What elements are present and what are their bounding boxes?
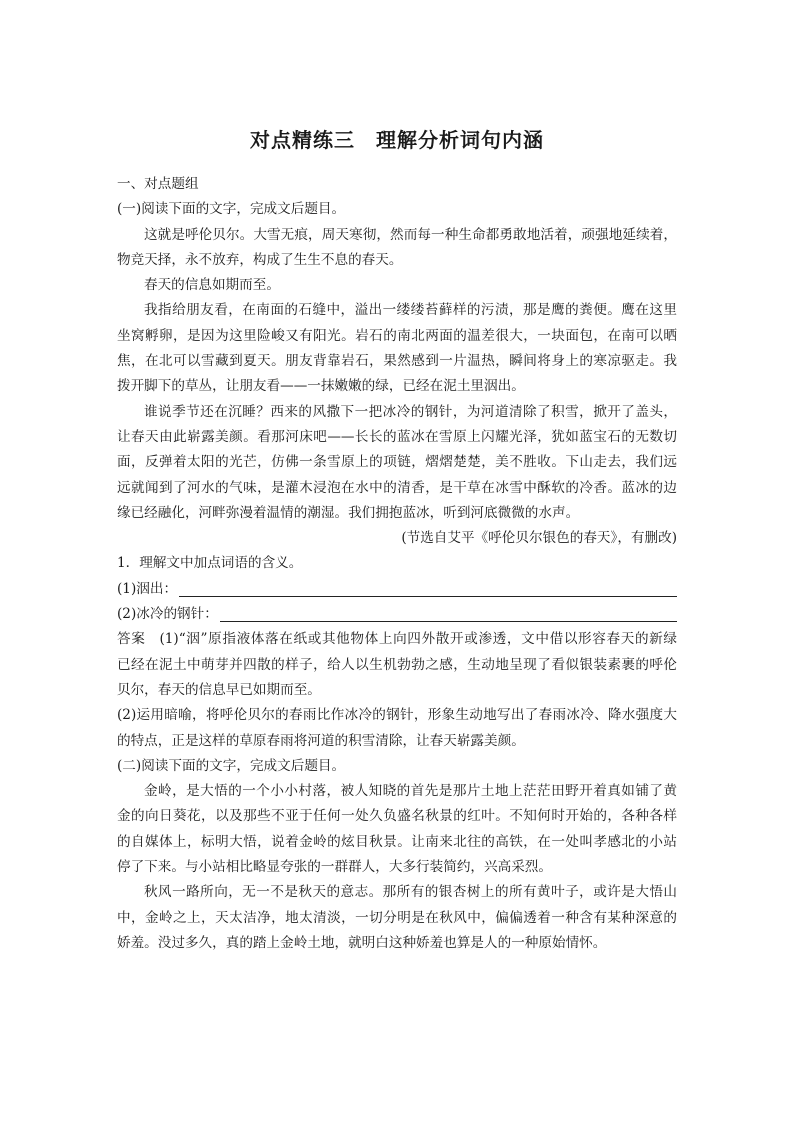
page-title: 对点精练三 理解分析词句内涵 [250, 128, 544, 152]
passage-1-line: 坐窝孵卵，是因为这里险峻又有阳光。岩石的南北两面的温差很大，一块面包，在南可以晒 [117, 327, 677, 344]
passage-1-line: 焦，在北可以雪藏到夏天。朋友背靠岩石，果然感到一片温热，瞬间将身上的寒凉驱走。我 [117, 353, 677, 370]
answer-line: 已经在泥土中萌芽并四散的样子，给人以生机勃勃之感，生动地呈现了看似银装素裹的呼伦 [117, 656, 677, 673]
passage-2-line: 中，金岭之上，天太洁净，地太清淡，一切分明是在秋风中，偏偏透着一种含有某种深意的 [117, 909, 677, 926]
question-1-item-2-label: (2)冰冷的钢针： [117, 606, 218, 623]
passage-2-line: 娇羞。没过多久，真的踏上金岭土地，就明白这种娇羞也算是人的一种原始情怀。 [117, 934, 607, 951]
passage-2-line: 停了下来。与小站相比略显夸张的一群群人，大多行装简约，兴高采烈。 [117, 859, 552, 876]
passage-1-line: 这就是呼伦贝尔。大雪无痕，周天寒彻，然而每一种生命都勇敢地活着，顽强地延续着， [144, 226, 677, 243]
document-body [117, 172, 677, 956]
answer-blank-1[interactable] [179, 582, 677, 597]
question-1-item-1-label: (1)洇出： [117, 580, 178, 597]
passage-2-line: 金岭，是大悟的一个小小村落，被人知晓的首先是那片土地上茫茫田野开着真如铺了黄 [144, 783, 677, 800]
answer-text: (1)“洇”原指液体落在纸或其他物体上向四外散开或渗透，文中借以形容春天的新绿 [159, 631, 678, 648]
answer-blank-2[interactable] [220, 607, 677, 622]
answer-line: (2)运用暗喻，将呼伦贝尔的春雨比作冰冷的钢针，形象生动地写出了春雨冰冷、降水强度大 [117, 707, 677, 724]
passage-1-line: 远就闻到了河水的气味，是灌木浸泡在水中的清香，是干草在冰雪中酥软的冷香。蓝冰的边 [117, 479, 677, 496]
question-1-stem: 1．理解文中加点词语的含义。 [117, 555, 303, 572]
section-heading: 一、对点题组 [117, 176, 199, 192]
passage-1-line: 我指给朋友看，在南面的石缝中，溢出一缕缕苔藓样的污渍，那是鹰的粪便。鹰在这里 [144, 302, 677, 319]
passage-1-line: 拨开脚下的草丛，让朋友看——一抹嫩嫩的绿，已经在泥土里洇出。 [117, 378, 525, 395]
passage-2-line: 金的向日葵花，以及那些不亚于任何一处久负盛名秋景的红叶。不知何时开始的，各种各样 [117, 808, 677, 825]
question-1-item-2 [117, 602, 677, 627]
passage-1-line: 让春天由此崭露美颜。看那河床吧——长长的蓝冰在雪原上闪耀光泽，犹如蓝宝石的无数切 [117, 428, 677, 445]
answer-line: 贝尔，春天的信息早已如期而至。 [117, 681, 321, 698]
answer-line [117, 627, 677, 652]
passage-1-line: 物竞天择，永不放弃，构成了生生不息的春天。 [117, 251, 403, 268]
passage-1-line: 面，反弹着太阳的光芒，仿佛一条雪原上的项链，熠熠楚楚，美不胜收。下山走去，我们远 [117, 454, 677, 471]
passage-1-line: 谁说季节还在沉睡？西来的风撒下一把冰冷的钢针，为河道清除了积雪，掀开了盖头， [144, 403, 677, 420]
passage-2-line: 的自媒体上，标明大悟，说着金岭的炫目秋景。让南来北往的高铁，在一处叫孝感北的小站 [117, 833, 677, 850]
passage-1-line: 春天的信息如期而至。 [144, 277, 280, 294]
question-1-item-1 [117, 577, 677, 602]
passage-2-line: 秋风一路所向，无一不是秋天的意志。那所有的银杏树上的所有黄叶子，或许是大悟山 [144, 884, 677, 901]
passage-1-source: (节选自艾平《呼伦贝尔银色的春天》，有删改) [401, 530, 677, 547]
answer-line: 的特点，正是这样的草原春雨将河道的积雪清除，让春天崭露美颜。 [117, 732, 525, 749]
answer-label: 答案 [117, 631, 146, 648]
passage-2-header: (二)阅读下面的文字，完成文后题目。 [117, 757, 346, 774]
passage-1-line: 缘已经融化，河畔弥漫着温情的潮湿。我们拥抱蓝冰，听到河底微微的水声。 [117, 504, 580, 521]
passage-1-header: (一)阅读下面的文字，完成文后题目。 [117, 201, 346, 218]
